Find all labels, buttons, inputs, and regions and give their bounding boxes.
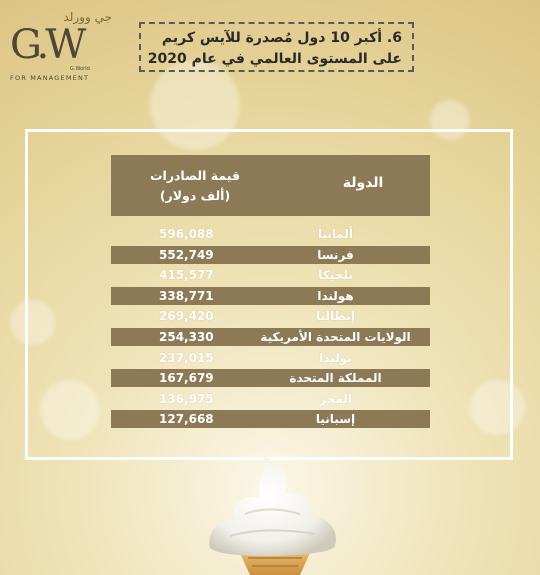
chart-title-line-1: 6. أكبر 10 دول مُصدرة للآيس كريم [161,30,402,46]
row-value: 415,577 [159,268,214,283]
table-row [111,410,430,428]
brand-logo [8,8,118,83]
row-country: المجر [319,391,352,406]
table-row [111,349,430,367]
row-value: 269,420 [159,309,214,324]
logo-mark: G.W [10,22,83,68]
chart-title-box [139,22,414,72]
table-row [111,390,430,408]
row-country: بولندا [319,350,352,365]
logo-tagline: FOR MANAGEMENT [10,74,90,82]
ice-cream-illustration [200,448,350,575]
header-value-line-1: قيمة الصادرات [149,168,241,183]
table-header [111,155,430,216]
row-value: 136,975 [159,391,214,406]
chart-title-line-2: على المستوى العالمي في عام 2020 [147,51,402,67]
row-value: 596,088 [159,227,214,241]
logo-arabic-text: جي وورلد [63,10,112,24]
table-row [111,307,430,325]
row-country: الولايات المتحدة الأمريكية [260,329,411,344]
row-country: إيطاليا [316,309,355,324]
row-country: ألمانيا [317,227,354,241]
row-country: بلجيكا [318,268,353,283]
table-row [111,287,430,305]
table-row [111,369,430,387]
row-value: 552,749 [159,247,214,262]
table-row [111,225,430,243]
row-country: هولندا [317,288,354,303]
table-row [111,328,430,346]
header-value [125,166,265,206]
logo-subtext: G.World [70,66,90,72]
row-value: 254,330 [159,329,214,344]
header-value-line-2: (ألف دولار) [159,188,231,203]
table-row [111,246,430,264]
row-country: فرنسا [317,247,354,262]
row-country: المملكة المتحدة [289,371,382,386]
row-value: 237,015 [159,350,214,365]
table-body [111,225,430,431]
row-value: 167,679 [159,371,214,386]
row-value: 127,668 [159,412,214,427]
row-country: إسبانيا [315,412,356,427]
table-row [111,266,430,284]
header-country: الدولة [342,175,384,191]
row-value: 338,771 [159,288,214,303]
